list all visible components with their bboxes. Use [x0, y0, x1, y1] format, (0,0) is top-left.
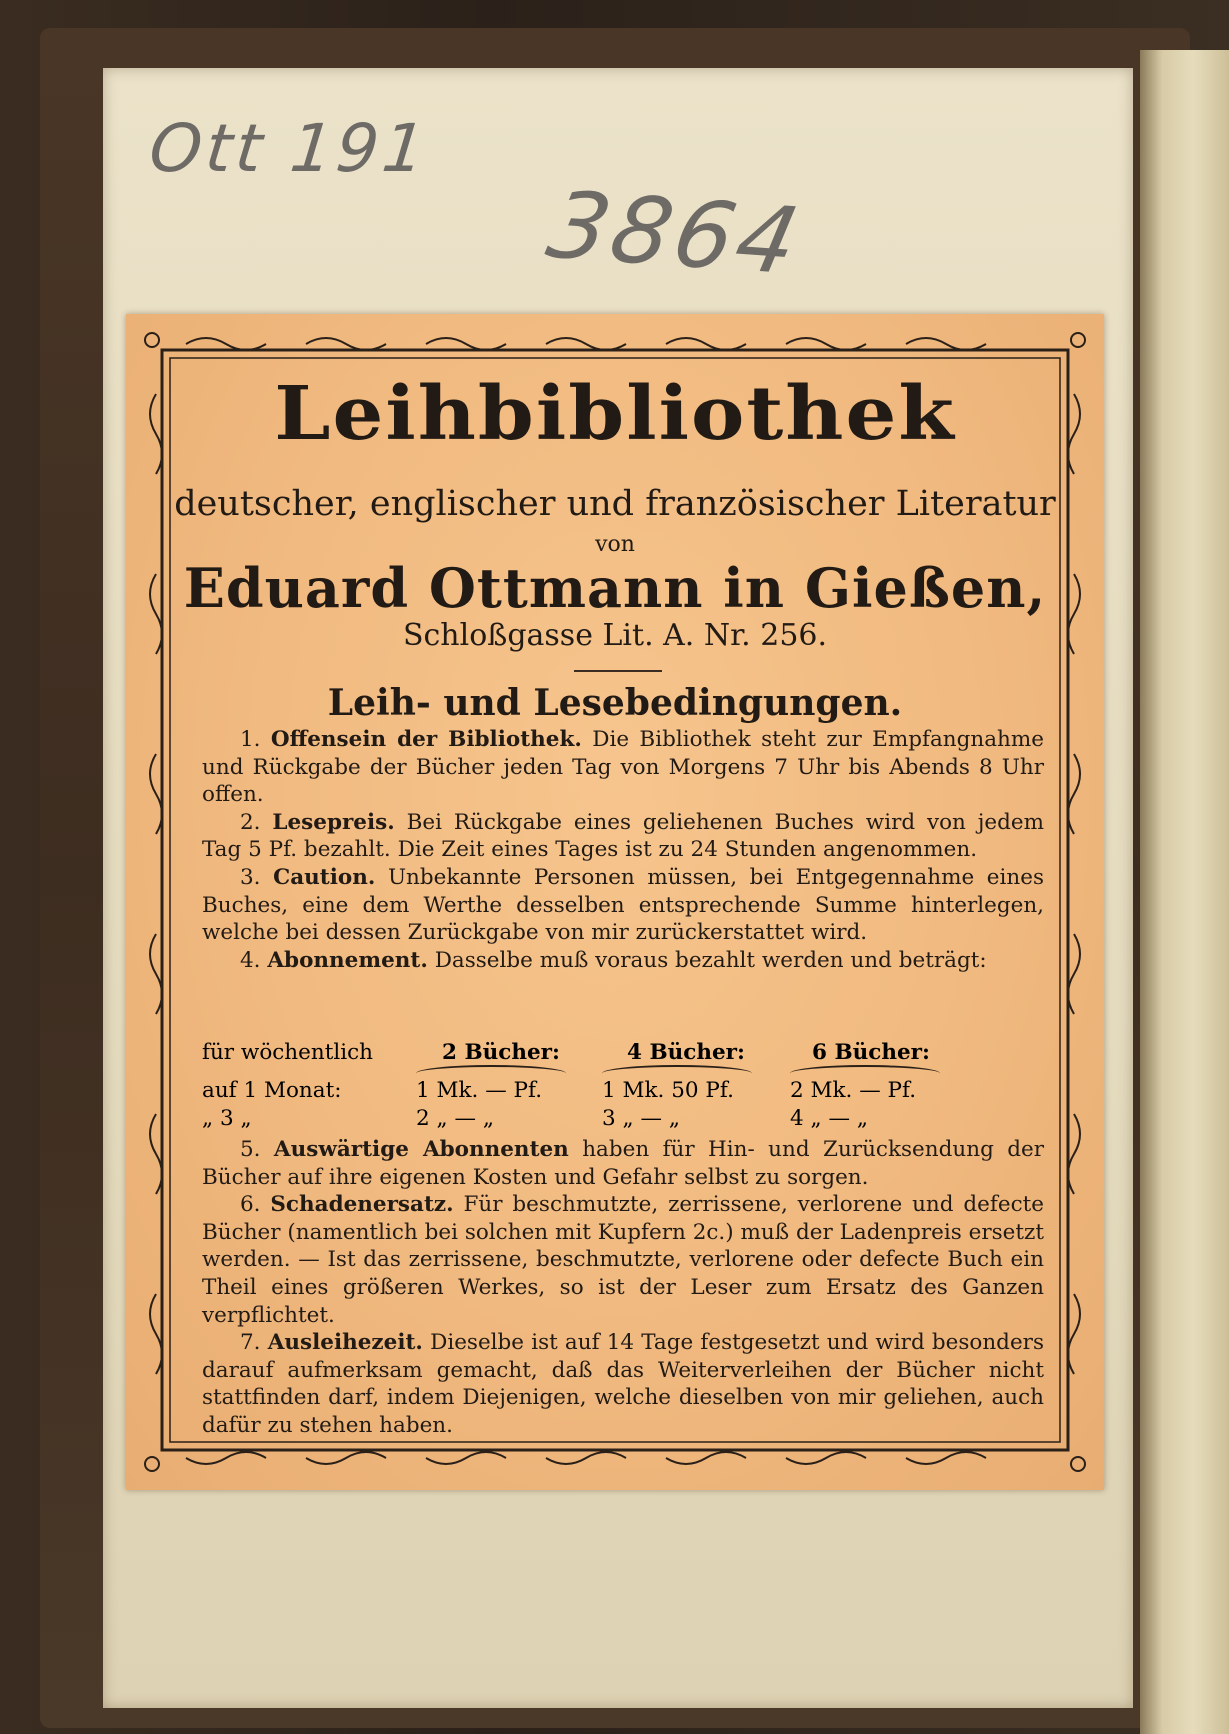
divider [574, 670, 662, 672]
rule-1: 1. Offensein der Bibliothek. Die Bibliothek steht zur Empfangnahme und Rückgabe der Bücher jeden Tag von Morgens 7 Uhr bis Abends 8 Uhr offen. [202, 727, 1045, 808]
label-subtitle: deutscher, englischer und französischer Literatur [174, 484, 1056, 524]
rule-4: 4. Abonnement. Dasselbe muß voraus bezahlt werden und beträgt: [240, 947, 987, 973]
handwritten-shelfmark: Ott 191 [145, 110, 433, 187]
brace-1 [416, 1065, 566, 1075]
label-title: Leihbibliothek [274, 369, 956, 457]
row1-value-1: 1 Mk. — Pf. [416, 1078, 543, 1103]
header-2-buecher: 2 Bücher: [442, 1040, 560, 1065]
header-4-buecher: 4 Bücher: [627, 1040, 745, 1065]
brace-2 [602, 1065, 752, 1075]
rule-2: 2. Lesepreis. Bei Rückgabe eines geliehenen Buches wird von jedem Tag 5 Pf. bezahlt. Die Zeit eines Tages ist zu 24 Stunden angenommen. [202, 809, 1044, 863]
abonnement-table [202, 1038, 1044, 1132]
row1-label: auf 1 Monat: [202, 1078, 342, 1103]
row2-value-3: 4 „ — „ [790, 1106, 868, 1131]
header-6-buecher: 6 Bücher: [812, 1040, 930, 1065]
abonnement-label-col: für wöchentlich [202, 1040, 374, 1065]
abonnement-header-row [202, 1038, 1044, 1066]
facing-page-edge [1140, 50, 1229, 1734]
row2-label: „ 3 „ [202, 1106, 252, 1131]
handwritten-number: 3864 [539, 171, 812, 296]
row2-value-1: 2 „ — „ [416, 1106, 494, 1131]
abonnement-row-1 [202, 1076, 1044, 1104]
row2-value-2: 3 „ — „ [602, 1106, 680, 1131]
label-address: Schloßgasse Lit. A. Nr. 256. [402, 618, 828, 653]
label-owner: Eduard Ottmann in Gießen, [183, 556, 1047, 620]
rules-list-2 [202, 1136, 1044, 1440]
label-von: von [595, 532, 635, 557]
rules-list [202, 726, 1044, 974]
rule-5: 5. Auswärtige Abonnenten haben für Hin- und Zurücksendung der Bücher auf ihre eigenen Kosten und Gefahr selbst zu sorgen. [202, 1137, 1044, 1190]
row1-value-3: 2 Mk. — Pf. [790, 1078, 917, 1103]
library-label [126, 314, 1104, 1490]
rule-7: 7. Ausleihezeit. Dieselbe ist auf 14 Tage festgesetzt und wird besonders darauf aufmerksam gemacht, daß das Weiterverleihen der Bücher nicht stattfinden darf, indem Diejenigen, welche dieselben von mir geliehen, auch dafür zu stehen haben. [202, 1330, 1044, 1438]
row1-value-2: 1 Mk. 50 Pf. [602, 1078, 734, 1103]
rule-3: 3. Caution. Unbekannte Personen müssen, bei Entgegennahme eines Buches, eine dem Werthe desselben entsprechende Summe hinterlegen, welche bei dessen Zurückgabe von mir zurückerstattet wird. [202, 864, 1044, 946]
brace-3 [790, 1065, 940, 1075]
abonnement-row-2 [202, 1104, 1044, 1132]
conditions-heading: Leih- und Lesebedingungen. [327, 682, 903, 724]
rule-6: 6. Schadenersatz. Für beschmutzte, zerrissene, verlorene und defecte Bücher (namentlich bei solchen mit Kupfern 2c.) muß der Ladenpreis ersetzt werden. — Ist das zerrissene, beschmutzte, verlorene oder defecte Buch ein Theil eines größeren Werkes, so ist der Leser zum Ersatz des Ganzen verpflichtet. [202, 1192, 1044, 1328]
